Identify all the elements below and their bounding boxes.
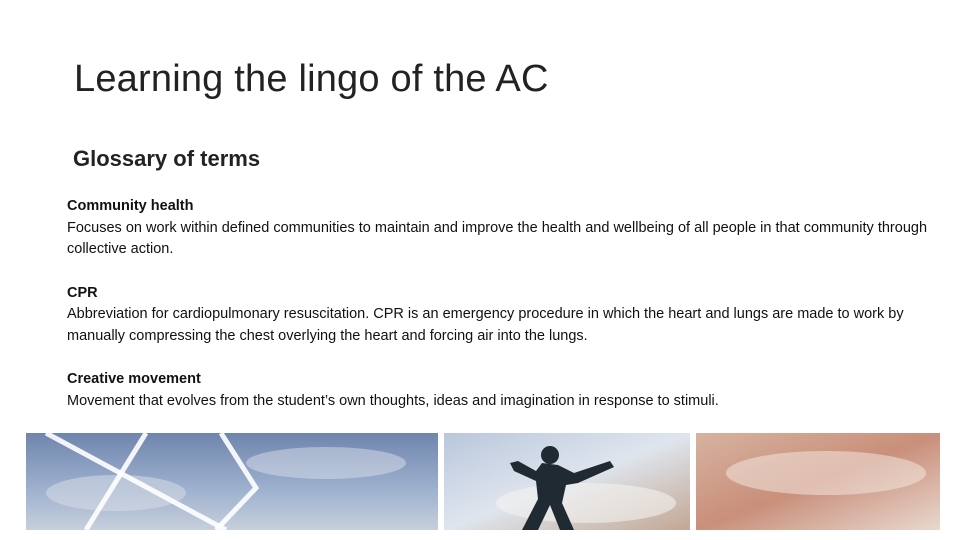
glossary-term: Community health [67,198,194,214]
glossary-definition: Focuses on work within defined communities to maintain and improve the health and wellbeing of all people in that community through collective action. [67,219,928,257]
glossary-entry [67,369,927,412]
slide-title: Learning the lingo of the AC [74,58,549,100]
glossary-list [67,196,927,434]
glossary-entry [67,196,927,261]
slide-subtitle: Glossary of terms [73,146,261,171]
banner-image [26,433,940,530]
glossary-term: CPR [67,284,98,301]
glossary-term: Creative movement [67,371,201,387]
glossary-entry [67,283,927,348]
glossary-definition: Abbreviation for cardiopulmonary resuscitation. CPR is an emergency procedure in which the heart and lungs are made to work by manually compressing the chest overlying the heart and forcing air into the lungs. [67,306,904,344]
banner-illustration [26,433,940,530]
glossary-definition: Movement that evolves from the student’s own thoughts, ideas and imagination in response to stimuli. [67,392,719,409]
